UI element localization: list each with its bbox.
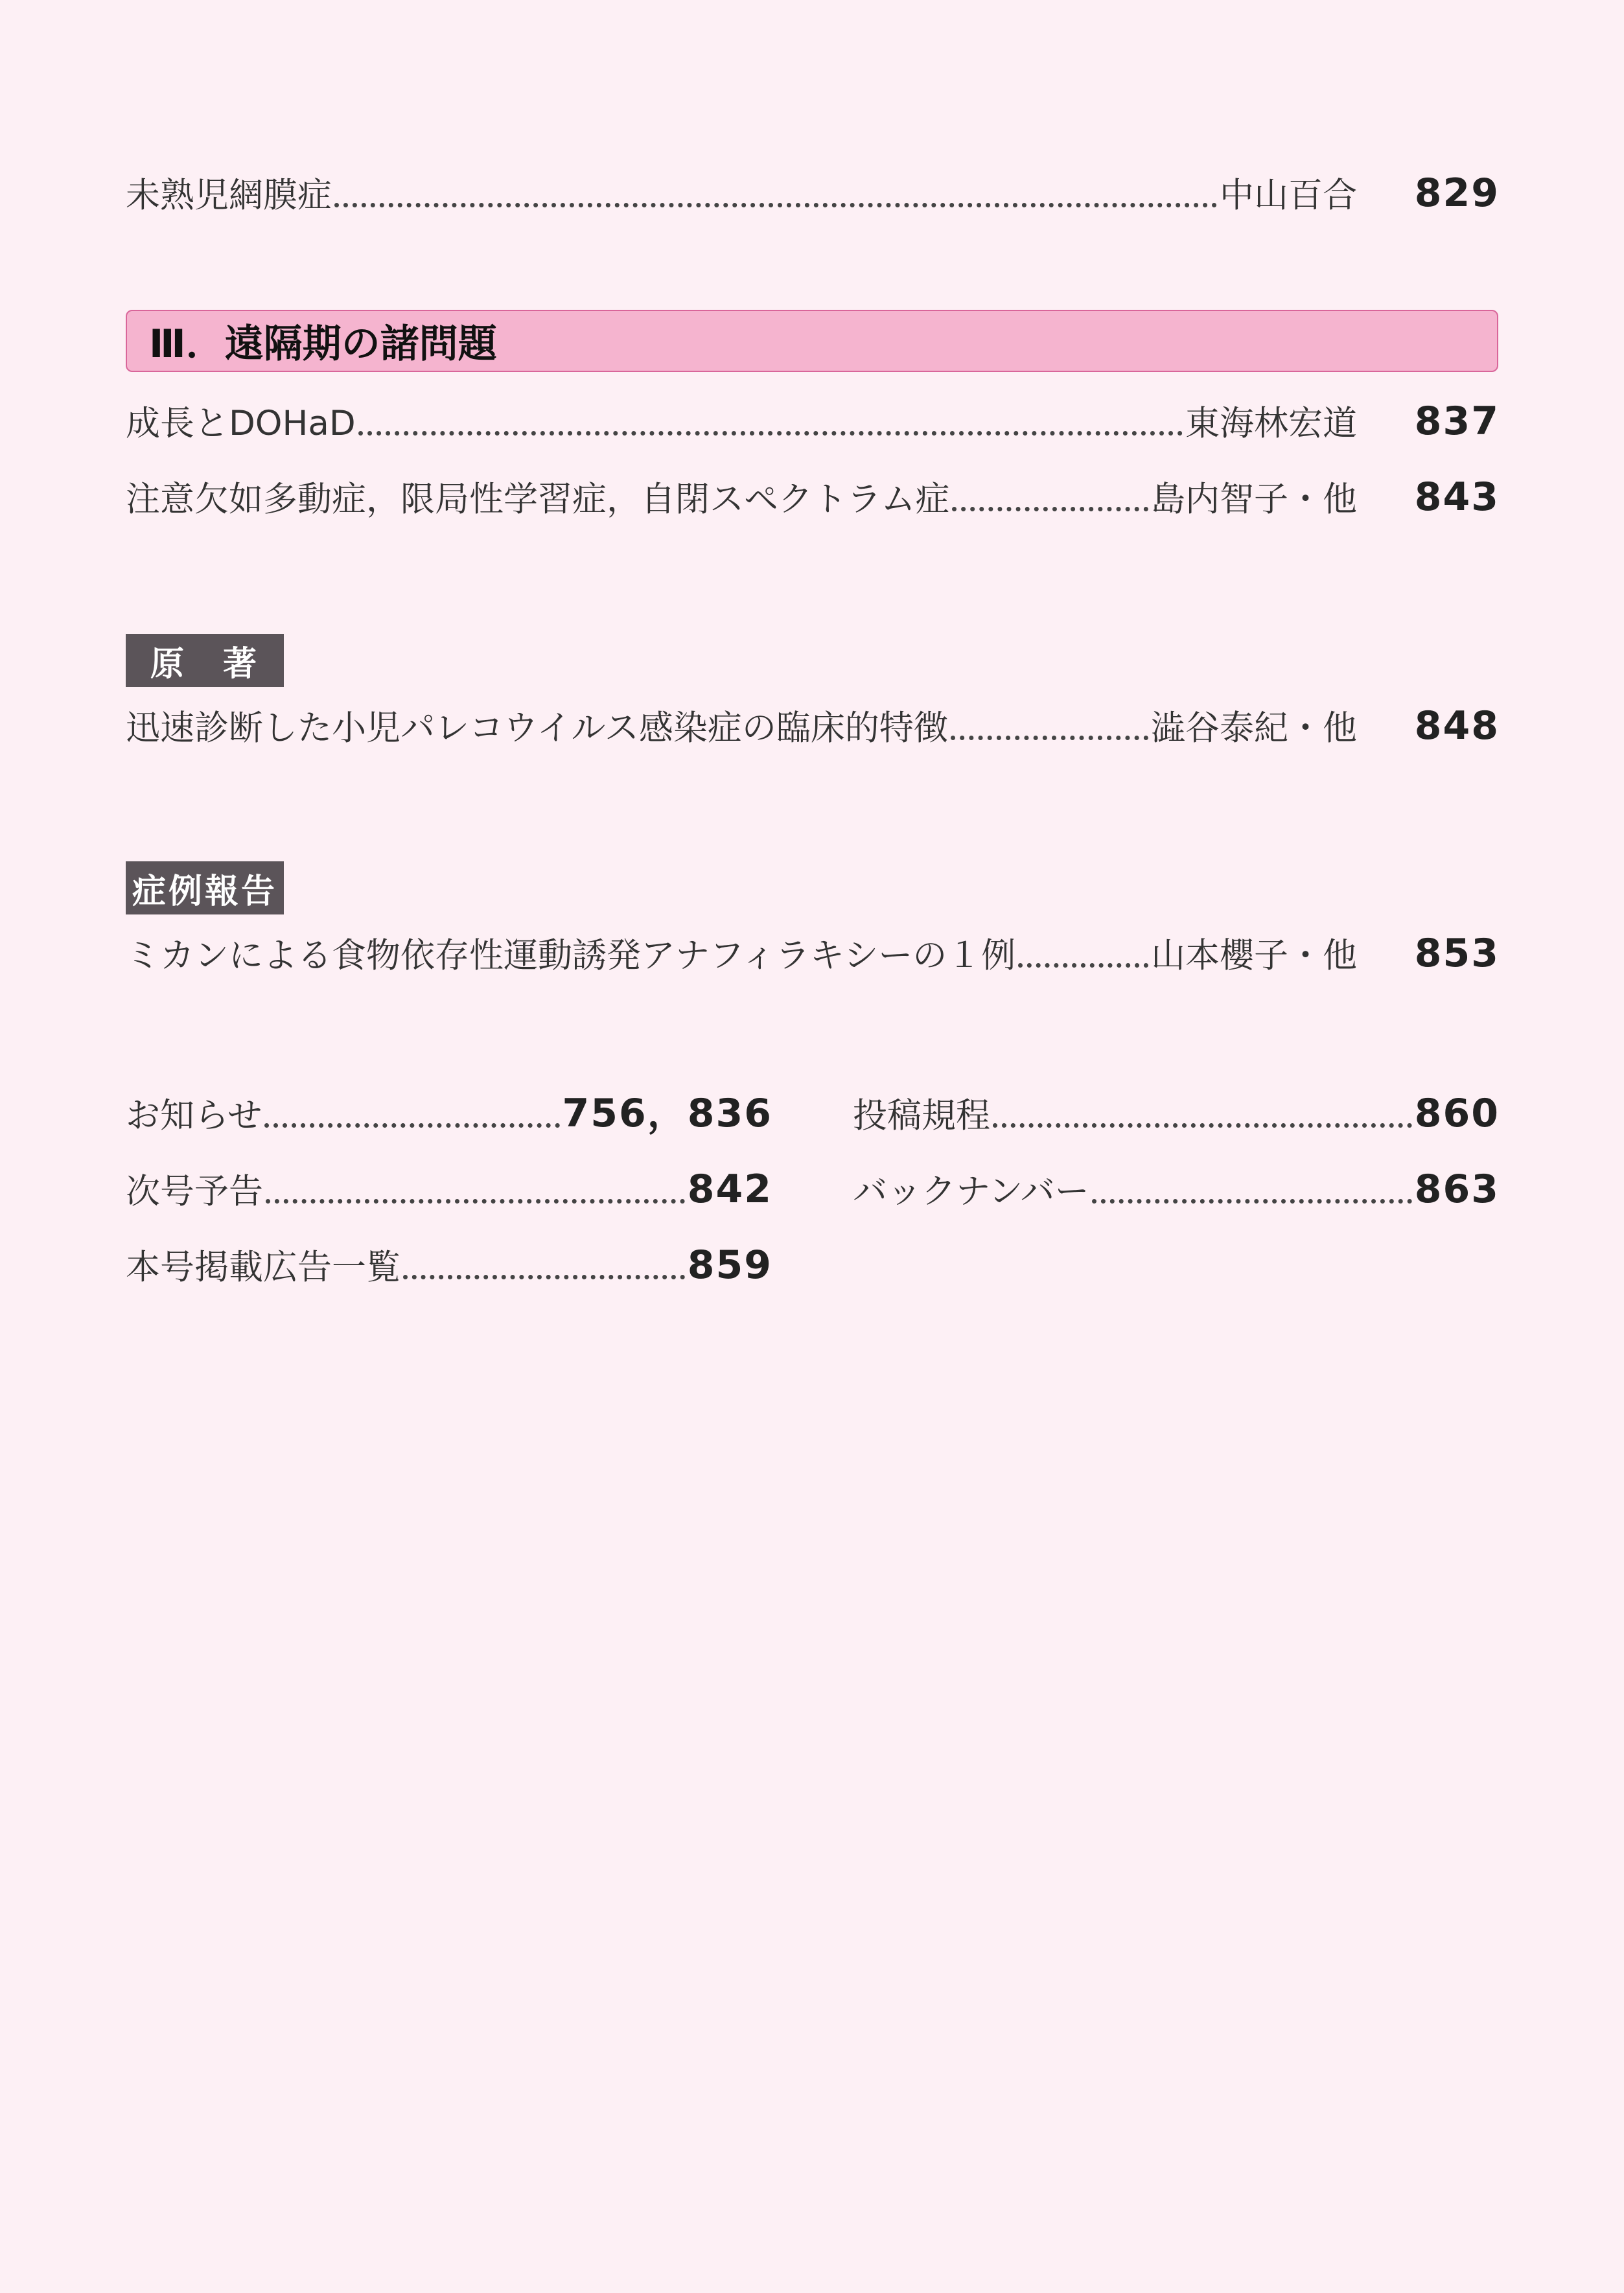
dot-leader (993, 1123, 1412, 1128)
dot-leader (403, 1275, 685, 1279)
entry-page: 859 (687, 1242, 772, 1288)
entry-title: ミカンによる食物依存性運動誘発アナフィラキシーの１例 (126, 936, 1016, 975)
dot-leader (264, 1123, 559, 1128)
misc-entry-ads-list[interactable] (126, 1242, 772, 1288)
dot-leader (951, 736, 1148, 740)
entry-title: 本号掲載広告一覧 (126, 1248, 400, 1287)
case-report-label: 症例報告 (126, 861, 284, 914)
toc-entry-rop[interactable] (126, 170, 1500, 216)
entry-page: 863 (1414, 1167, 1500, 1212)
entry-title: 投稿規程 (853, 1096, 990, 1135)
entry-page: 843 (1414, 474, 1500, 520)
entry-title: お知らせ (126, 1096, 262, 1135)
section-heading-bar (126, 310, 1498, 372)
section-heading: Ⅲ．遠隔期の諸問題 (149, 321, 497, 367)
original-article-label: 原 著 (126, 634, 284, 687)
misc-entry-notices[interactable] (126, 1091, 772, 1136)
dot-leader (334, 203, 1217, 207)
misc-entry-next-issue[interactable] (126, 1167, 772, 1212)
toc-entry-growth[interactable] (126, 399, 1500, 444)
entry-title: バックナンバー (853, 1172, 1089, 1211)
dot-leader (266, 1199, 685, 1204)
misc-entry-submission-rules[interactable] (853, 1091, 1500, 1136)
entry-author: 中山百合 (1220, 176, 1357, 215)
dot-leader (1092, 1199, 1412, 1204)
entry-author: 澁谷泰紀・他 (1151, 708, 1357, 748)
entry-page: 756，836 (562, 1091, 772, 1136)
dot-leader (1018, 963, 1148, 968)
entry-title: 迅速診断した小児パレコウイルス感染症の臨床的特徴 (126, 708, 948, 748)
dot-leader (952, 507, 1148, 511)
entry-title: 注意欠如多動症，限局性学習症，自閉スペクトラム症 (126, 480, 950, 519)
entry-author: 山本櫻子・他 (1151, 936, 1357, 975)
toc-entry-adhd[interactable] (126, 474, 1500, 520)
entry-author: 東海林宏道 (1185, 404, 1357, 443)
misc-entry-back-numbers[interactable] (853, 1167, 1500, 1212)
toc-entry-anaphylaxis[interactable] (126, 931, 1500, 976)
entry-title: 次号予告 (126, 1172, 263, 1211)
entry-page: 860 (1414, 1091, 1500, 1136)
entry-page: 853 (1414, 931, 1500, 976)
entry-title: 未熟児網膜症 (126, 176, 332, 215)
entry-page: 842 (687, 1167, 772, 1212)
entry-page: 837 (1414, 399, 1500, 444)
entry-page: 829 (1414, 170, 1500, 216)
toc-entry-parechovirus[interactable] (126, 703, 1500, 749)
entry-title: 成長とDOHaD (126, 404, 356, 443)
entry-author: 島内智子・他 (1151, 480, 1357, 519)
dot-leader (358, 431, 1183, 436)
entry-page: 848 (1414, 703, 1500, 749)
